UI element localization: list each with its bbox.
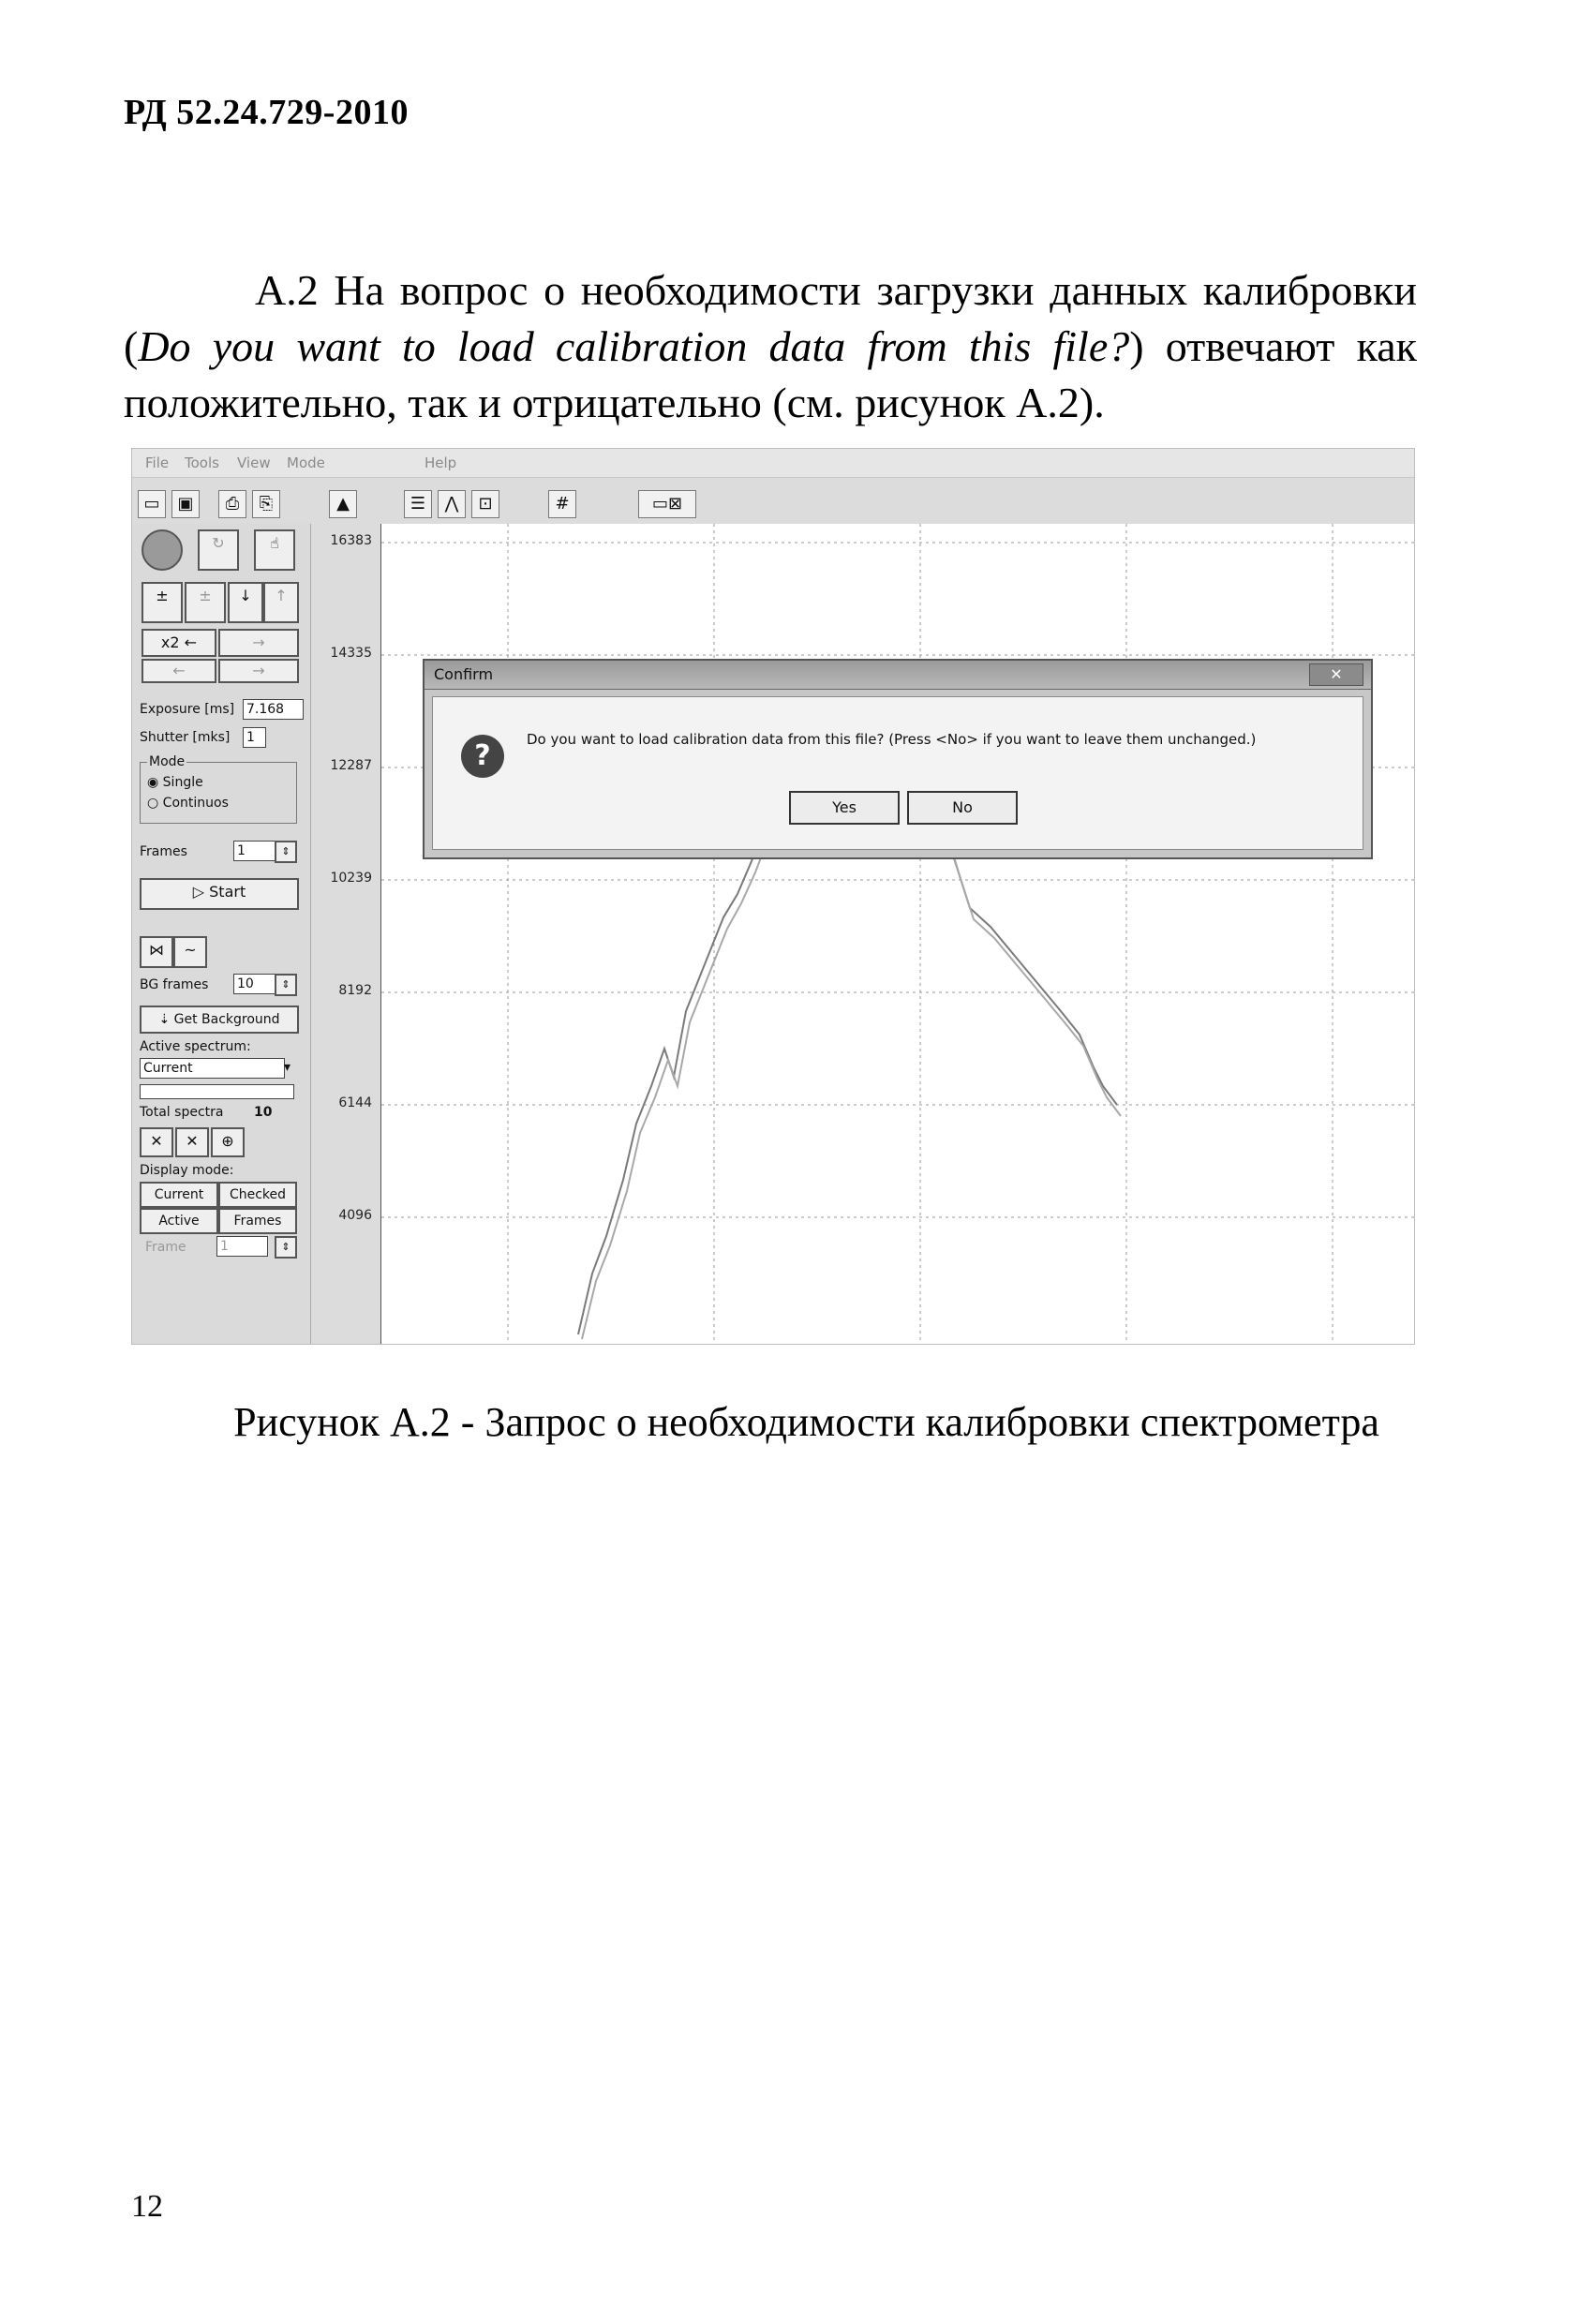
open-icon[interactable]: ▭: [138, 490, 166, 518]
mode-single-label: Single: [162, 775, 203, 790]
document-code: РД 52.24.729-2010: [124, 93, 409, 132]
mode-group-label: Mode: [149, 754, 186, 769]
arrow-down-icon[interactable]: ↓: [228, 582, 263, 623]
yes-button[interactable]: Yes: [789, 791, 900, 825]
page-number: 12: [131, 2189, 163, 2224]
dialog-body: [432, 696, 1363, 850]
scale-down-x2-icon[interactable]: ±: [185, 582, 226, 623]
total-spectra-value: 10: [254, 1105, 273, 1120]
start-button-label: Start: [209, 883, 246, 901]
baseline-icon[interactable]: ~: [173, 936, 207, 968]
menu-file[interactable]: File: [145, 454, 170, 471]
window-icon[interactable]: ▭⊠: [638, 490, 696, 518]
display-frames-button[interactable]: Frames: [218, 1208, 297, 1234]
paragraph-text-1: А.2 На вопрос о необходимости загрузки данных калибровки (: [124, 266, 1417, 370]
scale-up-x2-icon[interactable]: ±: [142, 582, 183, 623]
paragraph-text-2: ) отвечают как положительно, так и отрицательно (см. рисунок А.2).: [124, 322, 1417, 426]
print-setup-icon[interactable]: ⎘: [252, 490, 280, 518]
frame-spinner-icon[interactable]: ⇕: [275, 1236, 297, 1259]
menu-mode[interactable]: Mode: [287, 454, 325, 471]
menu-tools[interactable]: Tools: [185, 454, 219, 471]
print-icon[interactable]: ⎙: [218, 490, 246, 518]
body-paragraph: [124, 262, 1417, 431]
save-icon[interactable]: ▣: [171, 490, 200, 518]
menu-bar: [132, 449, 1414, 478]
dialog-title: Confirm: [434, 665, 494, 683]
no-button[interactable]: No: [907, 791, 1018, 825]
exposure-label: Exposure [ms]: [140, 702, 235, 717]
list-icon[interactable]: ☰: [404, 490, 432, 518]
mode-single-radio[interactable]: ◉ Single: [147, 775, 203, 790]
shutter-input[interactable]: 1: [243, 727, 266, 748]
bg-frames-spinner-icon[interactable]: ⇕: [275, 974, 297, 996]
frames-input[interactable]: 1: [233, 841, 276, 861]
display-active-button[interactable]: Active: [140, 1208, 218, 1234]
add-spectrum-icon[interactable]: ⊕: [211, 1127, 245, 1157]
display-mode-label: Display mode:: [140, 1163, 234, 1178]
get-background-button[interactable]: ⇣ Get Background: [140, 1006, 299, 1034]
display-current-button[interactable]: Current: [140, 1182, 218, 1208]
active-spectrum-select[interactable]: Current: [140, 1058, 285, 1079]
peak-icon[interactable]: ▲: [329, 490, 357, 518]
confirm-dialog: [423, 659, 1373, 859]
y-tick-16383: 16383: [330, 533, 372, 548]
get-background-label: Get Background: [173, 1012, 280, 1027]
mode-continuous-radio[interactable]: ○ Continuos: [147, 796, 229, 811]
spectrum-plot[interactable]: [380, 524, 1415, 1344]
shrink-x2-button[interactable]: →: [218, 629, 299, 657]
question-icon: ?: [461, 735, 504, 778]
spectrum-plot-canvas: [381, 524, 1415, 1344]
dialog-titlebar: [425, 661, 1371, 690]
zoom-icon[interactable]: ⊡: [471, 490, 499, 518]
cursor-icon[interactable]: ⋀: [438, 490, 466, 518]
hand-pointer-icon[interactable]: ☝: [254, 529, 295, 571]
chevron-down-icon[interactable]: ▾: [284, 1060, 291, 1075]
bg-frames-input[interactable]: 10: [233, 974, 276, 994]
display-checked-button[interactable]: Checked: [218, 1182, 297, 1208]
total-spectra-label: Total spectra: [140, 1105, 224, 1120]
frames-spinner-icon[interactable]: ⇕: [275, 841, 297, 863]
grid-icon[interactable]: #: [548, 490, 576, 518]
active-spectrum-label: Active spectrum:: [140, 1039, 251, 1054]
menu-help[interactable]: Help: [425, 454, 457, 471]
paragraph-italic-question: Do you want to load calibration data from this file?: [138, 322, 1130, 370]
y-tick-4096: 4096: [338, 1208, 372, 1223]
dialog-message: Do you want to load calibration data from this file? (Press <No> if you want to leave them unchanged.): [527, 731, 1257, 748]
arrow-up-icon[interactable]: ↑: [263, 582, 299, 623]
bg-frames-label: BG frames: [140, 977, 209, 992]
scroll-left-icon[interactable]: ←: [142, 659, 216, 683]
mode-group: [140, 762, 297, 824]
stretch-x2-button[interactable]: x2 ←: [142, 629, 216, 657]
y-tick-10239: 10239: [330, 871, 372, 886]
frame-label: Frame: [145, 1240, 186, 1255]
spectrum-scrollbar[interactable]: [140, 1084, 294, 1099]
shutter-label: Shutter [mks]: [140, 730, 231, 745]
y-tick-6144: 6144: [338, 1095, 372, 1110]
frames-label: Frames: [140, 844, 187, 859]
y-tick-12287: 12287: [330, 758, 372, 773]
stretch-x2-label: x2: [160, 633, 180, 651]
record-icon[interactable]: [142, 529, 183, 571]
menu-view[interactable]: View: [237, 454, 271, 471]
start-button[interactable]: ▷ Start: [140, 878, 299, 910]
y-tick-8192: 8192: [338, 983, 372, 998]
y-tick-14335: 14335: [330, 646, 372, 661]
scroll-right-icon[interactable]: →: [218, 659, 299, 683]
background-subtract-icon[interactable]: ⋈: [140, 936, 173, 968]
close-icon[interactable]: ✕: [1309, 663, 1363, 686]
mode-continuous-label: Continuos: [162, 796, 229, 811]
left-control-panel: [132, 524, 311, 1344]
application-screenshot: [131, 448, 1415, 1345]
figure-caption: Рисунок А.2 - Запрос о необходимости калибровки спектрометра: [233, 1399, 1379, 1445]
delete-all-icon[interactable]: ✕: [175, 1127, 209, 1157]
refresh-icon[interactable]: ↻: [198, 529, 239, 571]
delete-spectrum-icon[interactable]: ✕: [140, 1127, 173, 1157]
frame-input[interactable]: 1: [216, 1236, 268, 1257]
exposure-input[interactable]: 7.168: [243, 699, 304, 720]
